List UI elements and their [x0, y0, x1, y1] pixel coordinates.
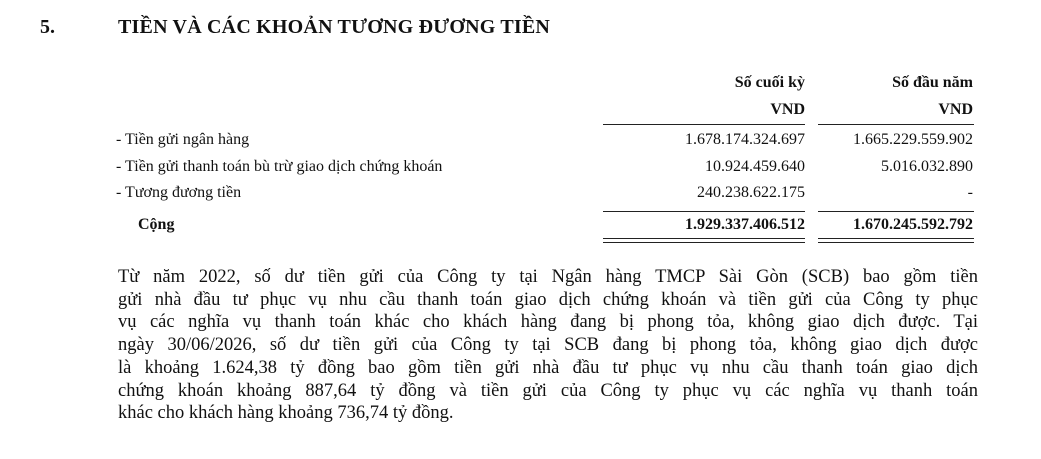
- column-unit-end-period: VND: [770, 101, 805, 118]
- table-row-label: - Tương đương tiền: [116, 184, 242, 201]
- table-row-value-start: -: [967, 184, 973, 201]
- table-row-value-end: 240.238.622.175: [697, 184, 805, 201]
- total-top-rule-end: [603, 211, 805, 212]
- header-rule-end-period: [603, 124, 805, 125]
- column-header-end-period: Số cuối kỳ: [734, 74, 805, 91]
- total-double-rule-start-2: [818, 242, 974, 243]
- paragraph-line: ngày 30/06/2026, số dư tiền gửi của Công ty tại SCB đang bị phong tỏa, không giao dịch được: [118, 335, 978, 356]
- paragraph-line: Từ năm 2022, số dư tiền gửi của Công ty tại Ngân hàng TMCP Sài Gòn (SCB) bao gồm tiền: [118, 267, 978, 287]
- paragraph-line: là khoảng 1.624,38 tỷ đồng bao gồm tiền gửi nhà đầu tư phục vụ nhu cầu thanh toán giao dịch: [118, 357, 978, 378]
- table-row-value-end: 1.678.174.324.697: [685, 131, 805, 148]
- total-value-end: 1.929.337.406.512: [685, 216, 805, 233]
- section-number: 5.: [40, 16, 55, 38]
- explanatory-paragraph: [118, 266, 978, 425]
- table-row-label: - Tiền gửi ngân hàng: [116, 131, 250, 148]
- total-double-rule-end-2: [603, 242, 805, 243]
- column-unit-start-year: VND: [938, 101, 973, 118]
- total-top-rule-start: [818, 211, 974, 212]
- paragraph-line: khác cho khách hàng khoảng 736,74 tỷ đồng.: [118, 403, 454, 424]
- header-rule-start-year: [818, 124, 974, 125]
- paragraph-line: gửi nhà đầu tư phục vụ nhu cầu thanh toán giao dịch chứng khoán và tiền gửi của Công ty phục: [118, 289, 978, 310]
- column-header-start-year: Số đầu năm: [892, 74, 973, 91]
- table-row-value-start: 5.016.032.890: [881, 158, 973, 175]
- total-double-rule-start-1: [818, 238, 974, 239]
- total-value-start: 1.670.245.592.792: [853, 216, 973, 233]
- table-row-value-end: 10.924.459.640: [705, 158, 805, 175]
- paragraph-line: chứng khoán khoảng 887,64 tỷ đồng và tiền gửi của Công ty phục vụ các nghĩa vụ thanh toán: [118, 380, 978, 401]
- section-title: TIỀN VÀ CÁC KHOẢN TƯƠNG ĐƯƠNG TIỀN: [118, 16, 551, 38]
- table-row-label: - Tiền gửi thanh toán bù trừ giao dịch chứng khoán: [116, 158, 443, 175]
- total-double-rule-end-1: [603, 238, 805, 239]
- paragraph-line: vụ các nghĩa vụ thanh toán khác cho khách hàng đang bị phong tỏa, không giao dịch được. Tại: [118, 312, 978, 333]
- table-row-value-start: 1.665.229.559.902: [853, 131, 973, 148]
- total-label: Cộng: [138, 216, 175, 233]
